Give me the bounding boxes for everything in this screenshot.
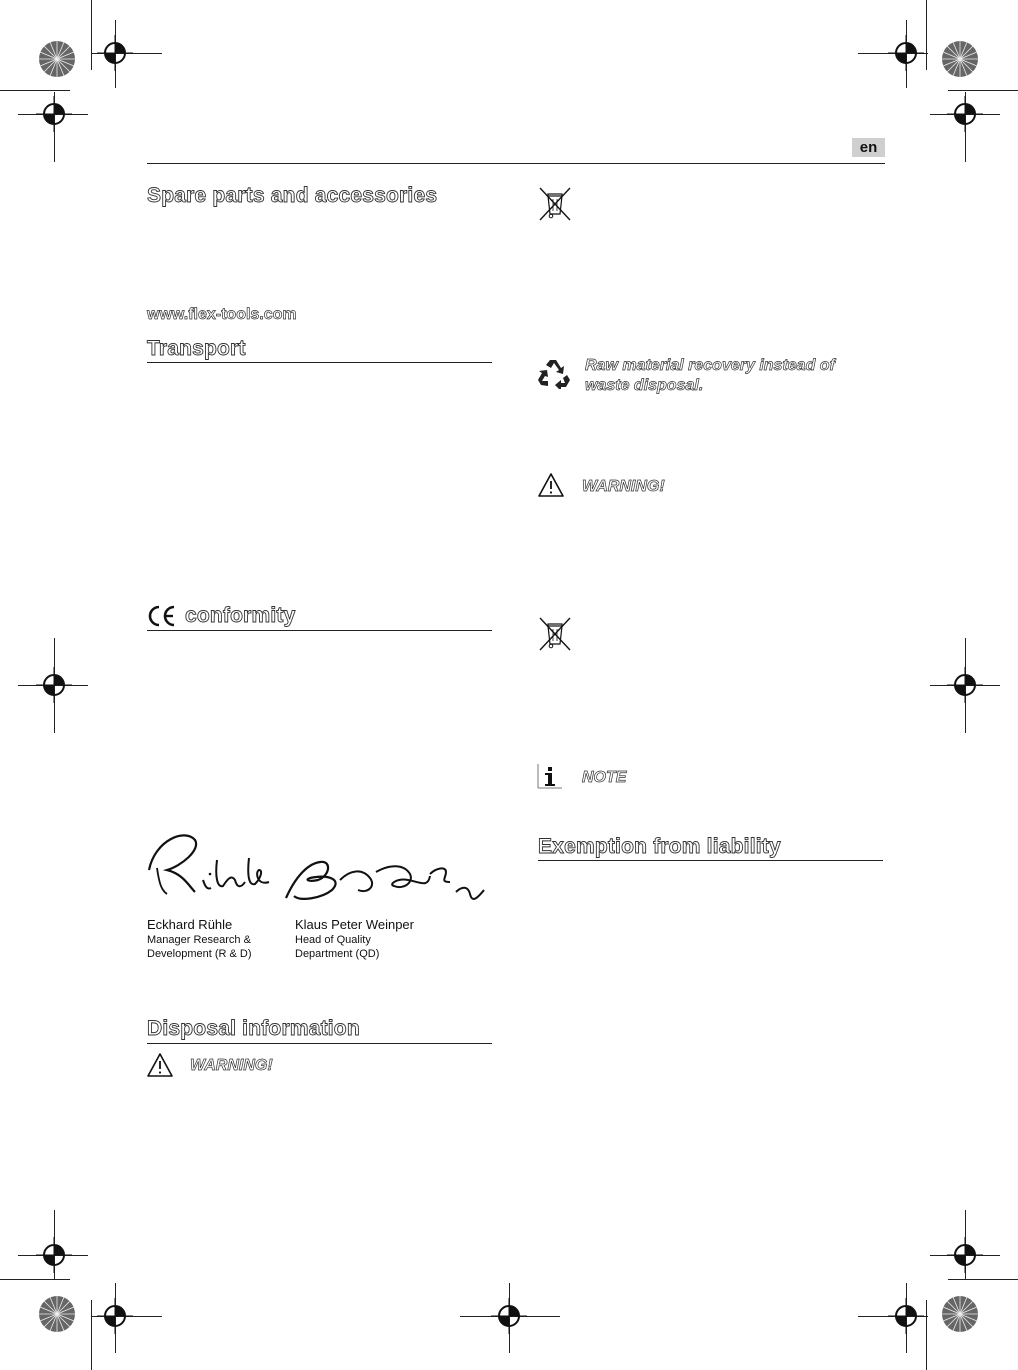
crop-line [91, 1300, 92, 1370]
signature-ruhle-icon [145, 830, 280, 900]
starburst-calibration-icon [941, 40, 979, 78]
warning-label: WARNING! [582, 478, 665, 495]
crop-line [948, 90, 1018, 91]
transport-rule [147, 362, 492, 363]
signatory-role: Department (QD) [295, 948, 380, 960]
registration-target-icon [888, 1298, 924, 1334]
ce-mark-icon [147, 605, 177, 627]
registration-target-icon [97, 1298, 133, 1334]
transport-heading: Transport [147, 337, 246, 360]
conformity-rule [147, 630, 492, 631]
conformity-heading: conformity [185, 604, 296, 627]
registration-target-icon [36, 1237, 72, 1273]
crop-line [926, 0, 927, 70]
crop-line [91, 0, 92, 70]
crop-line [926, 1300, 927, 1370]
recycle-text-line1: Raw material recovery instead of [585, 357, 835, 374]
disposal-warning-label: WARNING! [190, 1057, 273, 1074]
disposal-heading: Disposal information [147, 1017, 360, 1040]
disposal-rule [147, 1043, 492, 1044]
recycle-icon [536, 357, 572, 389]
header-rule [147, 163, 885, 164]
info-icon [537, 763, 563, 789]
signatory-name: Klaus Peter Weinper [295, 917, 414, 932]
note-label: NOTE [582, 769, 627, 786]
crop-line [0, 1279, 70, 1280]
registration-target-icon [36, 96, 72, 132]
registration-target-icon [97, 35, 133, 71]
signatory-role: Development (R & D) [147, 948, 252, 960]
crossed-out-wheelie-bin-icon [538, 186, 572, 222]
exemption-heading: Exemption from liability [538, 835, 781, 858]
signatory-role: Manager Research & [147, 934, 251, 946]
registration-target-icon [947, 1237, 983, 1273]
starburst-calibration-icon [38, 1295, 76, 1333]
language-badge: en [852, 138, 885, 157]
registration-target-icon [491, 1298, 527, 1334]
crossed-out-wheelie-bin-icon [538, 616, 572, 652]
registration-target-icon [888, 35, 924, 71]
registration-target-icon [947, 667, 983, 703]
starburst-calibration-icon [941, 1295, 979, 1333]
crop-line [0, 90, 70, 91]
starburst-calibration-icon [38, 40, 76, 78]
signatory-name: Eckhard Rühle [147, 917, 233, 932]
warning-triangle-icon [146, 1052, 174, 1078]
exemption-rule [538, 860, 883, 861]
warning-triangle-icon [537, 472, 565, 498]
registration-target-icon [947, 96, 983, 132]
signature-weinper-icon [280, 850, 490, 910]
spare-parts-heading: Spare parts and accessories [147, 184, 438, 207]
recycle-text-line2: waste disposal. [585, 377, 704, 394]
crop-line [948, 1279, 1018, 1280]
signatory-role: Head of Quality [295, 934, 371, 946]
registration-target-icon [36, 667, 72, 703]
website-link[interactable]: www.flex-tools.com [147, 306, 297, 323]
